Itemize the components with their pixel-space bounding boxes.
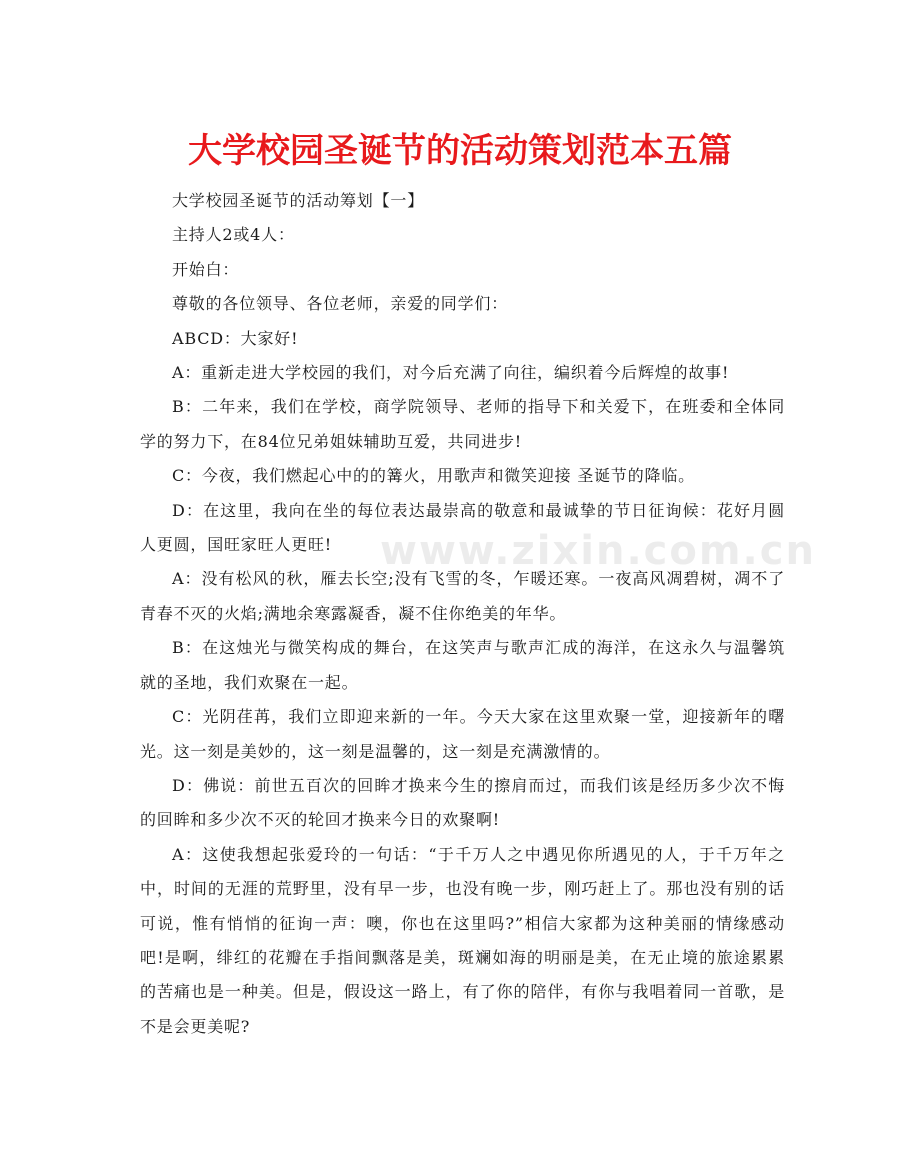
paragraph: 主持人2或4人： [172,225,295,245]
paragraph: A：重新走进大学校园的我们，对今后充满了向往，编织着今后辉煌的故事! [172,363,730,383]
paragraph: ABCD：大家好! [172,328,299,348]
paragraph: A：没有松风的秋，雁去长空;没有飞雪的冬，乍暖还寒。一夜高风凋碧树，凋不了青春不灭的火焰;满地余寒露凝香，凝不住你绝美的年华。 [140,569,785,623]
paragraph: 开始白： [172,259,240,279]
paragraph: D：在这里，我向在坐的每位表达最崇高的敬意和最诚挚的节日征询候：花好月圆人更圆，国旺家旺人更旺! [140,500,785,555]
document-body [140,184,785,1044]
paragraph: A：这使我想起张爱玲的一句话：“于千万人之中遇见你所遇见的人，于千万年之中，时间的无涯的荒野里，没有早一步，也没有晚一步，刚巧赶上了。那也没有别的话可说，惟有悄悄的征询一声：噢，你也在这里吗?”相信大家都为这种美丽的情缘感动吧!是啊，绯红的花瓣在手指间飘落是美，斑斓如海的明丽是美，在无止境的旅途累累的苦痛也是一种美。但是，假设这一路上，有了你的陪伴，有你与我唱着同一首歌，是不是会更美呢? [140,844,785,1036]
paragraph: C：光阴荏苒，我们立即迎来新的一年。今天大家在这里欢聚一堂，迎接新年的曙光。这一刻是美妙的，这一刻是温馨的，这一刻是充满激情的。 [140,707,785,761]
document-title: 大学校园圣诞节的活动策划范本五篇 [188,131,732,171]
paragraph: D：佛说：前世五百次的回眸才换来今生的擦肩而过，而我们该是经历多少次不悔的回眸和多少次不灭的轮回才换来今日的欢聚啊! [140,775,785,830]
paragraph: B：二年来，我们在学校，商学院领导、老师的指导下和关爱下，在班委和全体同学的努力下，在84位兄弟姐妹辅助互爱，共同进步! [140,397,785,451]
paragraph: 尊敬的各位领导、各位老师，亲爱的同学们： [172,294,509,314]
watermark: www.zixin.com.cn [380,528,816,574]
paragraph: 大学校园圣诞节的活动筹划【一】 [172,191,425,210]
paragraph: B：在这烛光与微笑构成的舞台，在这笑声与歌声汇成的海洋，在这永久与温馨筑就的圣地，我们欢聚在一起。 [140,638,785,692]
paragraph: C：今夜，我们燃起心中的的篝火，用歌声和微笑迎接 圣诞节的降临。 [172,466,695,486]
